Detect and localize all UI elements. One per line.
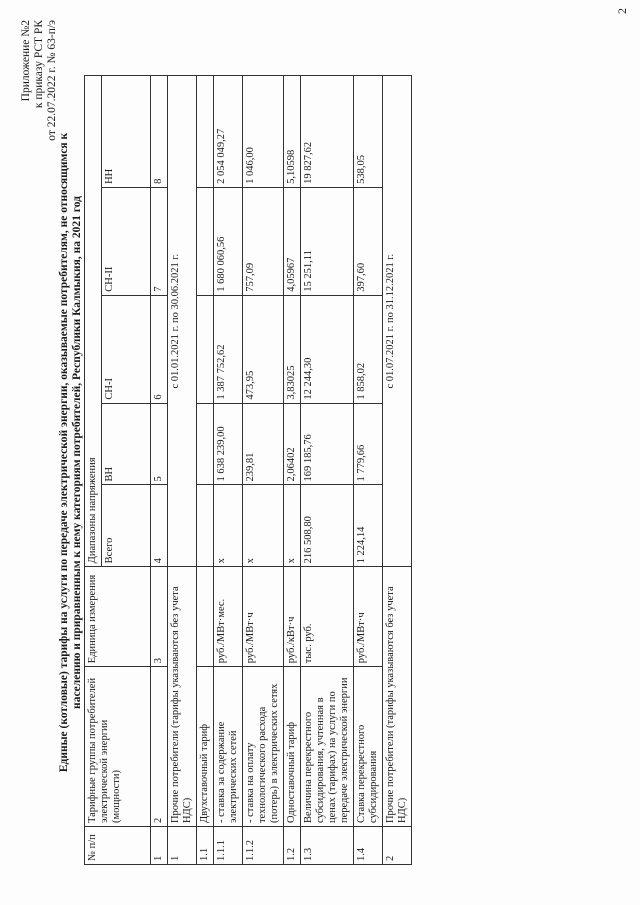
row-num: 1.1.2 bbox=[243, 827, 284, 865]
col-number: 3 bbox=[151, 567, 168, 667]
appendix-block bbox=[20, 20, 59, 141]
header-num: № п/п bbox=[85, 827, 151, 865]
section-row bbox=[168, 76, 197, 865]
col-number: 2 bbox=[151, 667, 168, 827]
row-total: х bbox=[284, 485, 301, 567]
row-nn bbox=[197, 76, 214, 188]
row-sn1 bbox=[197, 295, 214, 403]
table-row bbox=[284, 76, 301, 865]
row-unit: руб./МВт·мес. bbox=[214, 567, 243, 667]
row-num: 1.1 bbox=[197, 827, 214, 865]
row-unit: руб./МВт·ч bbox=[354, 567, 383, 667]
header-total: Всего bbox=[102, 485, 151, 567]
row-nn: 2 054 049,27 bbox=[214, 76, 243, 188]
row-sn1: 12 244,30 bbox=[301, 295, 354, 403]
row-nn: 5,10598 bbox=[284, 76, 301, 188]
row-num: 1.3 bbox=[301, 827, 354, 865]
row-total: х bbox=[243, 485, 284, 567]
appendix-line-2: к приказу РСТ РК bbox=[33, 20, 45, 109]
row-sn1: 1 387 752,62 bbox=[214, 295, 243, 403]
row-num: 1.1.1 bbox=[214, 827, 243, 865]
row-label: Двухставочный тариф bbox=[197, 667, 214, 827]
header-sn2: СН-II bbox=[102, 187, 151, 295]
table-row bbox=[243, 76, 284, 865]
row-total: 216 508,80 bbox=[301, 485, 354, 567]
title-line-1: Единые (котловые) тарифы на услуги по передаче электрической энергии, оказываемые потребителям, не относящимся к bbox=[58, 132, 70, 773]
section-period: с 01.01.2021 г. по 30.06.2021 г. bbox=[168, 76, 197, 567]
section-num: 1 bbox=[168, 827, 197, 865]
table-row bbox=[354, 76, 383, 865]
row-num: 1.2 bbox=[284, 827, 301, 865]
row-unit: руб./МВт·ч bbox=[243, 567, 284, 667]
row-unit: руб./кВт·ч bbox=[284, 567, 301, 667]
row-sn2: 757,09 bbox=[243, 187, 284, 295]
row-total bbox=[197, 485, 214, 567]
section-label: Прочие потребители (тарифы указываются без учета НДС) bbox=[168, 567, 197, 827]
column-number-row bbox=[151, 76, 168, 865]
row-nn: 19 827,62 bbox=[301, 76, 354, 188]
header-nn: НН bbox=[102, 76, 151, 188]
col-number: 1 bbox=[151, 827, 168, 865]
row-label: Одноставочный тариф bbox=[284, 667, 301, 827]
table-row bbox=[197, 76, 214, 865]
row-sn1: 3,83025 bbox=[284, 295, 301, 403]
header-unit: Единица измерения bbox=[85, 567, 151, 667]
row-total: х bbox=[214, 485, 243, 567]
col-number: 4 bbox=[151, 485, 168, 567]
row-label: Величина перекрестного субсидирования, учтенная в ценах (тарифах) на услуги по передаче электрической энергии bbox=[301, 667, 354, 827]
header-sn1: СН-I bbox=[102, 295, 151, 403]
appendix-line-3: от 22.07.2022 г. № 63-п/э bbox=[46, 20, 58, 141]
section-row bbox=[383, 76, 412, 865]
section-label: Прочие потребители (тарифы указываются без учета НДС) bbox=[383, 567, 412, 827]
row-sn2: 15 251,11 bbox=[301, 187, 354, 295]
row-label: Ставка перекрестного субсидирования bbox=[354, 667, 383, 827]
row-nn: 538,05 bbox=[354, 76, 383, 188]
table-row bbox=[214, 76, 243, 865]
document-title bbox=[58, 60, 84, 845]
row-vn: 1 638 239,00 bbox=[214, 403, 243, 485]
row-vn: 239,81 bbox=[243, 403, 284, 485]
header-row bbox=[85, 76, 102, 865]
tariff-table bbox=[84, 75, 412, 865]
row-num: 1.4 bbox=[354, 827, 383, 865]
header-vn: ВН bbox=[102, 403, 151, 485]
row-vn bbox=[197, 403, 214, 485]
col-number: 7 bbox=[151, 187, 168, 295]
col-number: 8 bbox=[151, 76, 168, 188]
table-row bbox=[301, 76, 354, 865]
row-vn: 2,06402 bbox=[284, 403, 301, 485]
section-num: 2 bbox=[383, 827, 412, 865]
col-number: 5 bbox=[151, 403, 168, 485]
row-unit bbox=[197, 567, 214, 667]
row-unit: тыс. руб. bbox=[301, 567, 354, 667]
row-vn: 1 779,66 bbox=[354, 403, 383, 485]
row-label: - ставка на оплату технологического расхода (потерь) в электрических сетях bbox=[243, 667, 284, 827]
row-label: - ставка за содержание электрических сетей bbox=[214, 667, 243, 827]
row-nn: 1 046,00 bbox=[243, 76, 284, 188]
header-ranges: Диапазоны напряжения bbox=[85, 76, 102, 567]
row-sn2: 4,05967 bbox=[284, 187, 301, 295]
page-number: 2 bbox=[615, 8, 629, 14]
row-sn2: 1 680 060,56 bbox=[214, 187, 243, 295]
col-number: 6 bbox=[151, 295, 168, 403]
header-group: Тарифные группы потребителей электрической энергии (мощности) bbox=[85, 667, 151, 827]
title-line-2: населению и приравненным к нему категориям потребителей, Республики Калмыкия, на 2021 год bbox=[71, 196, 83, 709]
row-sn1: 1 858,02 bbox=[354, 295, 383, 403]
row-sn2 bbox=[197, 187, 214, 295]
row-sn1: 473,95 bbox=[243, 295, 284, 403]
row-sn2: 397,60 bbox=[354, 187, 383, 295]
appendix-line-1: Приложение №2 bbox=[20, 20, 32, 102]
section-period: с 01.07.2021 г. по 31.12.2021 г. bbox=[383, 76, 412, 567]
row-total: 1 224,14 bbox=[354, 485, 383, 567]
row-vn: 169 185,76 bbox=[301, 403, 354, 485]
